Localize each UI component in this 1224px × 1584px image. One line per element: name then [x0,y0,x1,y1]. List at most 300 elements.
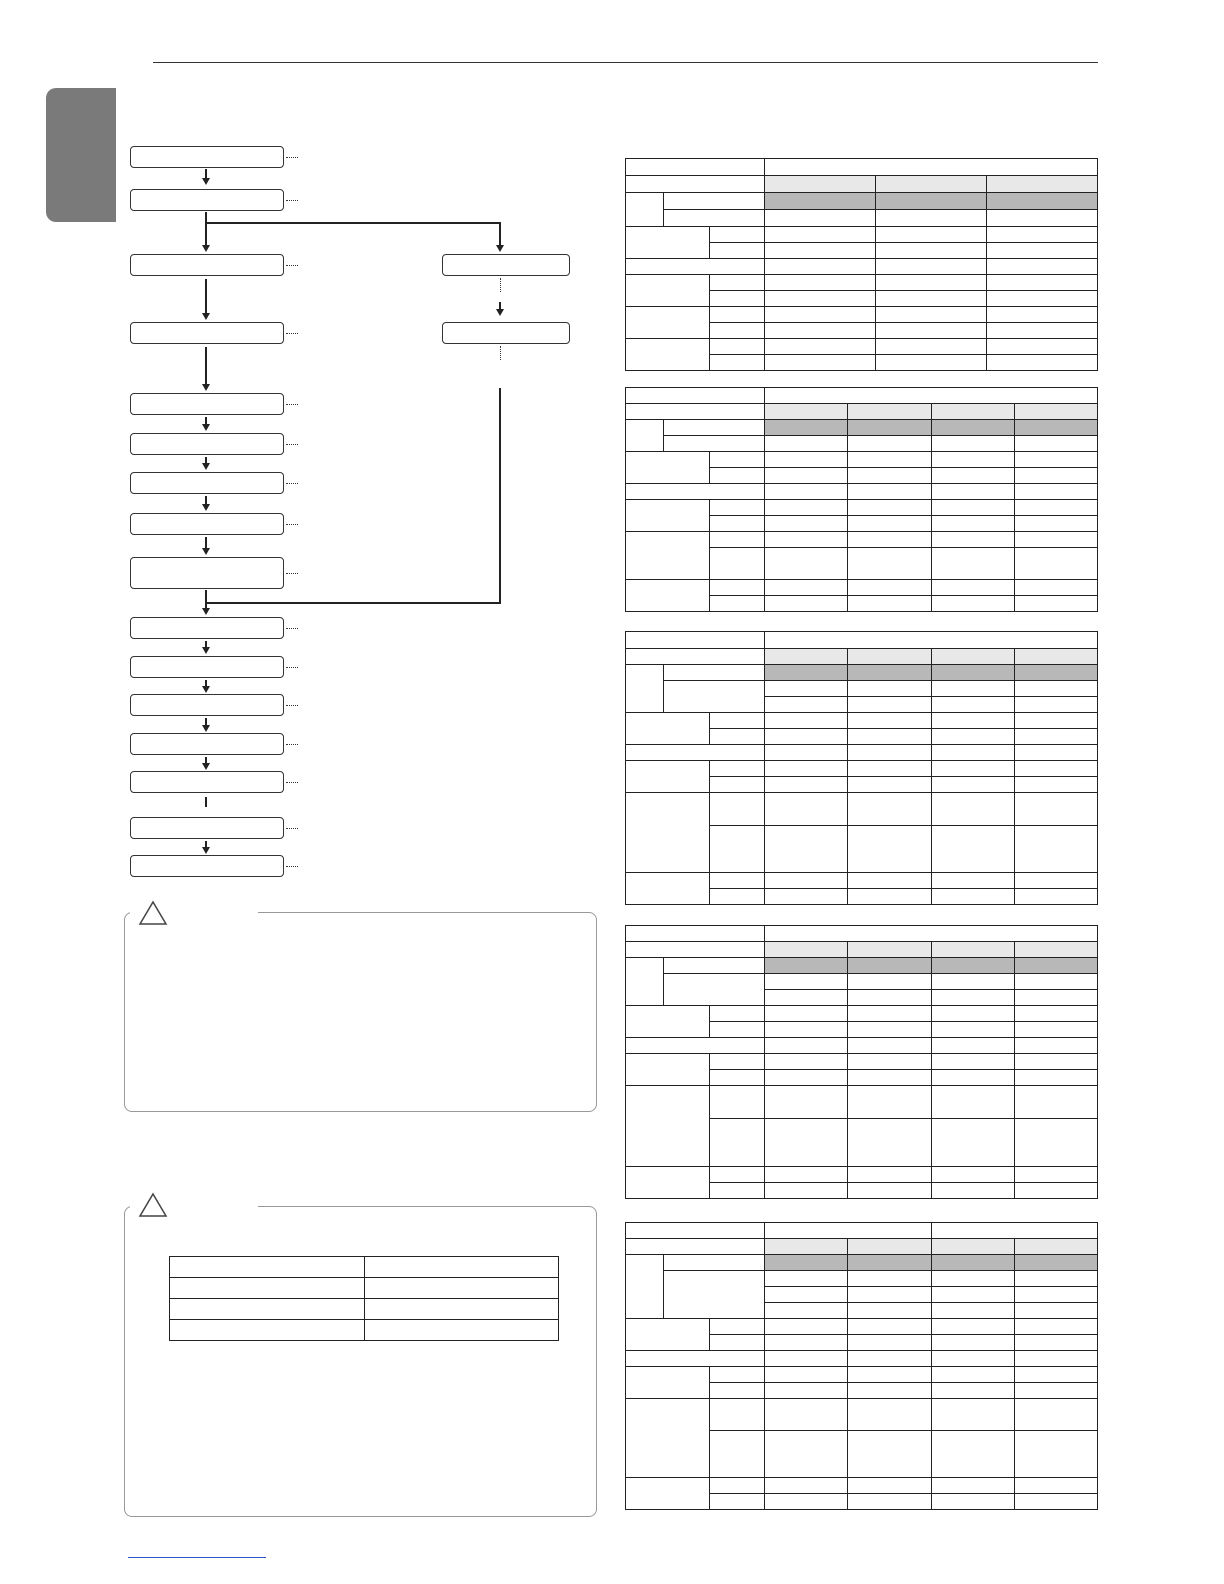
leader-dots [286,265,298,266]
table-cell [848,1022,932,1038]
spec-table-4 [625,925,1098,1199]
table-cell [1015,1054,1098,1070]
branch-step-1 [442,254,570,276]
table-cell [765,227,876,243]
table-cell [848,1086,932,1119]
branch-line [205,222,501,224]
table-cell [765,1494,848,1510]
table-cell [710,307,765,323]
flow-step-3 [130,254,284,276]
table-cell [932,713,1015,729]
spec-table-5 [625,1222,1098,1510]
table-cell [765,1367,848,1383]
table-cell [1015,500,1098,516]
table-cell [932,1255,1015,1271]
table-cell [848,697,932,713]
table-cell [765,291,876,307]
table-cell [932,777,1015,793]
table-cell [932,1070,1015,1086]
table-cell [1015,1271,1098,1287]
table-cell [710,1335,765,1351]
table-cell [932,404,1015,420]
table-cell [932,468,1015,484]
arrow-down-icon [202,763,210,770]
arrow-down-icon [202,725,210,732]
table-cell [765,500,848,516]
table-cell [932,548,1015,580]
table-cell [932,1183,1015,1199]
table-cell [765,1399,848,1431]
table-cell [932,1038,1015,1054]
table-cell [626,339,710,371]
table-cell [848,1319,932,1335]
table-cell [932,436,1015,452]
table-cell [876,275,987,291]
table-cell [848,1167,932,1183]
table-cell [710,500,765,516]
table-cell [710,777,765,793]
table-cell [626,193,664,227]
table-cell [765,159,1098,176]
caution-2-table [169,1256,559,1341]
table-cell [1015,729,1098,745]
table-cell [765,793,848,826]
table-cell [1015,420,1098,436]
table-cell [664,436,765,452]
arrow-down-icon [202,313,210,320]
table-cell [848,1351,932,1367]
table-cell [664,958,765,974]
leader-dots [286,444,298,445]
spec-table-3 [625,631,1098,905]
table-cell [710,243,765,259]
spec-table-1 [625,158,1098,371]
table-cell [765,1478,848,1494]
table-cell [765,1239,848,1255]
flow-step-12 [130,694,284,716]
table-cell [765,404,848,420]
table-cell [876,259,987,275]
table-cell [848,649,932,665]
table-cell [848,826,932,873]
table-cell [848,761,932,777]
table-cell [765,632,1098,649]
table-cell [848,793,932,826]
table-cell [626,404,765,420]
table-cell [664,665,765,681]
leader-dots [286,573,298,574]
spec-table-2 [625,387,1098,612]
table-cell [765,942,848,958]
caution-box-2 [124,1206,597,1517]
table-cell [848,1271,932,1287]
table-cell [626,1367,710,1399]
table-cell [710,1494,765,1510]
table-cell [1015,404,1098,420]
table-cell [765,697,848,713]
table-cell [626,793,710,873]
table-cell [765,729,848,745]
table-cell [765,665,848,681]
table-cell [710,468,765,484]
table-cell [987,193,1098,210]
table-cell [932,1478,1015,1494]
table-cell [932,1303,1015,1319]
table-cell [710,548,765,580]
table-cell [710,452,765,468]
table-cell [848,580,932,596]
arrow-down-icon [202,847,210,854]
arrow-down-icon [202,504,210,511]
caution-box-1 [124,912,597,1112]
table-cell [765,436,848,452]
table-cell [765,889,848,905]
table-cell [170,1257,365,1278]
table-cell [876,355,987,371]
table-cell [1015,1167,1098,1183]
table-cell [848,713,932,729]
table-cell [932,889,1015,905]
table-cell [848,942,932,958]
table-cell [848,1119,932,1167]
table-cell [626,484,765,500]
table-cell [848,1383,932,1399]
table-cell [710,873,765,889]
table-cell [765,193,876,210]
table-cell [932,1431,1015,1478]
table-cell [932,990,1015,1006]
table-cell [1015,873,1098,889]
table-cell [765,532,848,548]
table-cell [987,210,1098,227]
table-cell [626,665,664,713]
table-cell [848,1303,932,1319]
table-cell [932,1335,1015,1351]
table-cell [765,826,848,873]
table-cell [765,1022,848,1038]
table-cell [848,1054,932,1070]
table-cell [626,259,765,275]
table-cell [1015,958,1098,974]
table-cell [710,291,765,307]
leader-dots [286,483,298,484]
table-cell [710,596,765,612]
table-cell [932,745,1015,761]
flow-step-2 [130,189,284,211]
arrow-down-icon [496,309,504,316]
table-cell [710,1319,765,1335]
table-cell [848,873,932,889]
table-cell [848,1335,932,1351]
connector-line [205,797,207,807]
table-cell [710,1167,765,1183]
table-cell [765,974,848,990]
flow-step-7 [130,472,284,494]
leader-dots [286,333,298,334]
table-cell [626,649,765,665]
caution-triangle-icon [138,900,168,926]
table-cell [987,243,1098,259]
flow-step-5 [130,393,284,415]
table-cell [1015,532,1098,548]
table-cell [765,516,848,532]
table-cell [710,1431,765,1478]
table-cell [765,259,876,275]
table-cell [848,436,932,452]
table-cell [1015,1070,1098,1086]
footer-link[interactable] [128,1557,266,1558]
table-cell [710,1383,765,1399]
table-cell [932,665,1015,681]
leader-dots [286,828,298,829]
table-cell [664,974,765,1006]
table-cell [765,713,848,729]
table-cell [710,1022,765,1038]
table-cell [765,926,1098,942]
arrow-down-icon [202,424,210,431]
table-cell [932,452,1015,468]
flow-step-16 [130,855,284,877]
table-cell [848,1399,932,1431]
table-cell [170,1278,365,1299]
table-cell [987,339,1098,355]
table-cell [876,323,987,339]
table-cell [626,1086,710,1167]
table-cell [1015,1086,1098,1119]
table-cell [365,1299,559,1320]
table-cell [932,1006,1015,1022]
table-cell [765,1287,848,1303]
table-cell [848,990,932,1006]
table-cell [765,452,848,468]
table-cell [1015,1478,1098,1494]
table-cell [848,1494,932,1510]
table-cell [365,1257,559,1278]
table-cell [848,548,932,580]
table-cell [932,1054,1015,1070]
leader-dots [286,404,298,405]
table-cell [932,500,1015,516]
table-cell [1015,665,1098,681]
table-cell [848,532,932,548]
table-cell [626,1038,765,1054]
table-cell [1015,1319,1098,1335]
table-cell [710,1478,765,1494]
table-cell [1015,649,1098,665]
table-cell [1015,697,1098,713]
table-cell [765,275,876,291]
table-cell [765,1303,848,1319]
table-cell [1015,1239,1098,1255]
table-cell [765,1054,848,1070]
table-cell [1015,1255,1098,1271]
table-cell [932,942,1015,958]
table-cell [932,1319,1015,1335]
table-cell [932,1367,1015,1383]
table-cell [626,1239,765,1255]
leader-dots [286,705,298,706]
table-cell [765,1319,848,1335]
arrow-down-icon [202,384,210,391]
table-cell [765,307,876,323]
table-cell [848,468,932,484]
flow-step-8 [130,513,284,535]
table-cell [876,176,987,193]
leader-dots [286,524,298,525]
table-cell [1015,990,1098,1006]
table-cell [765,1255,848,1271]
table-cell [1015,974,1098,990]
table-cell [932,761,1015,777]
table-cell [626,942,765,958]
table-cell [1015,777,1098,793]
table-cell [1015,1119,1098,1167]
table-cell [932,873,1015,889]
table-cell [765,990,848,1006]
table-cell [932,1383,1015,1399]
table-cell [765,1335,848,1351]
table-cell [765,580,848,596]
table-cell [1015,1038,1098,1054]
table-cell [626,632,765,649]
table-cell [626,1006,710,1038]
flow-step-1 [130,146,284,168]
branch-dotted-link [500,278,501,292]
table-cell [1015,793,1098,826]
table-cell [626,176,765,193]
table-cell [626,1351,765,1367]
table-cell [987,259,1098,275]
table-cell [710,580,765,596]
table-cell [987,275,1098,291]
table-cell [626,452,710,484]
table-cell [765,243,876,259]
table-cell [848,777,932,793]
table-cell [932,1399,1015,1431]
table-cell [626,745,765,761]
table-cell [765,1271,848,1287]
table-cell [765,1070,848,1086]
table-cell [848,974,932,990]
table-cell [1015,1006,1098,1022]
connector-line [205,212,207,246]
leader-dots [286,782,298,783]
flow-step-13 [130,733,284,755]
caution-triangle-icon [138,1192,168,1218]
table-cell [932,1167,1015,1183]
table-cell [932,516,1015,532]
table-cell [664,1271,765,1319]
table-cell [848,745,932,761]
table-cell [1015,826,1098,873]
table-cell [626,420,664,452]
table-cell [626,580,710,612]
table-cell [848,484,932,500]
table-cell [710,275,765,291]
table-cell [1015,889,1098,905]
leader-dots [286,667,298,668]
table-cell [876,291,987,307]
table-cell [710,1367,765,1383]
table-cell [848,958,932,974]
table-cell [848,1239,932,1255]
table-cell [765,777,848,793]
table-cell [626,500,710,532]
table-cell [876,210,987,227]
table-cell [710,1183,765,1199]
table-cell [170,1320,365,1341]
table-cell [765,323,876,339]
table-cell [848,665,932,681]
table-cell [710,532,765,548]
branch-dotted-link [500,346,501,360]
table-cell [1015,516,1098,532]
table-cell [626,1255,664,1319]
table-cell [765,1383,848,1399]
table-cell [987,323,1098,339]
table-cell [765,420,848,436]
table-cell [848,1255,932,1271]
table-cell [932,1119,1015,1167]
table-cell [987,291,1098,307]
table-cell [848,1287,932,1303]
table-cell [1015,1383,1098,1399]
flow-step-9 [130,557,284,589]
table-cell [765,484,848,500]
table-cell [876,307,987,323]
table-cell [1015,484,1098,500]
leader-dots [286,744,298,745]
branch-line [499,222,501,246]
table-cell [848,596,932,612]
table-cell [626,1399,710,1478]
table-cell [932,1494,1015,1510]
table-cell [1015,761,1098,777]
header-rule [153,62,1098,63]
table-cell [710,729,765,745]
arrow-down-icon [202,686,210,693]
table-cell [932,532,1015,548]
table-cell [932,1287,1015,1303]
table-cell [876,193,987,210]
leader-dots [286,866,298,867]
table-cell [765,210,876,227]
table-cell [626,307,710,339]
arrow-down-icon [202,178,210,185]
table-cell [848,1367,932,1383]
table-cell [932,826,1015,873]
arrow-down-icon [496,245,504,252]
table-cell [932,1022,1015,1038]
language-side-tab[interactable] [46,88,116,222]
table-cell [765,468,848,484]
table-cell [626,227,710,259]
table-cell [710,1006,765,1022]
table-cell [365,1278,559,1299]
table-cell [710,826,765,873]
table-cell [1015,1335,1098,1351]
table-cell [765,339,876,355]
table-cell [848,1431,932,1478]
table-cell [987,227,1098,243]
connector-line [205,590,207,609]
table-cell [1015,436,1098,452]
connector-line [205,347,207,385]
table-cell [932,974,1015,990]
table-cell [848,452,932,468]
table-cell [626,958,664,1006]
table-cell [848,729,932,745]
